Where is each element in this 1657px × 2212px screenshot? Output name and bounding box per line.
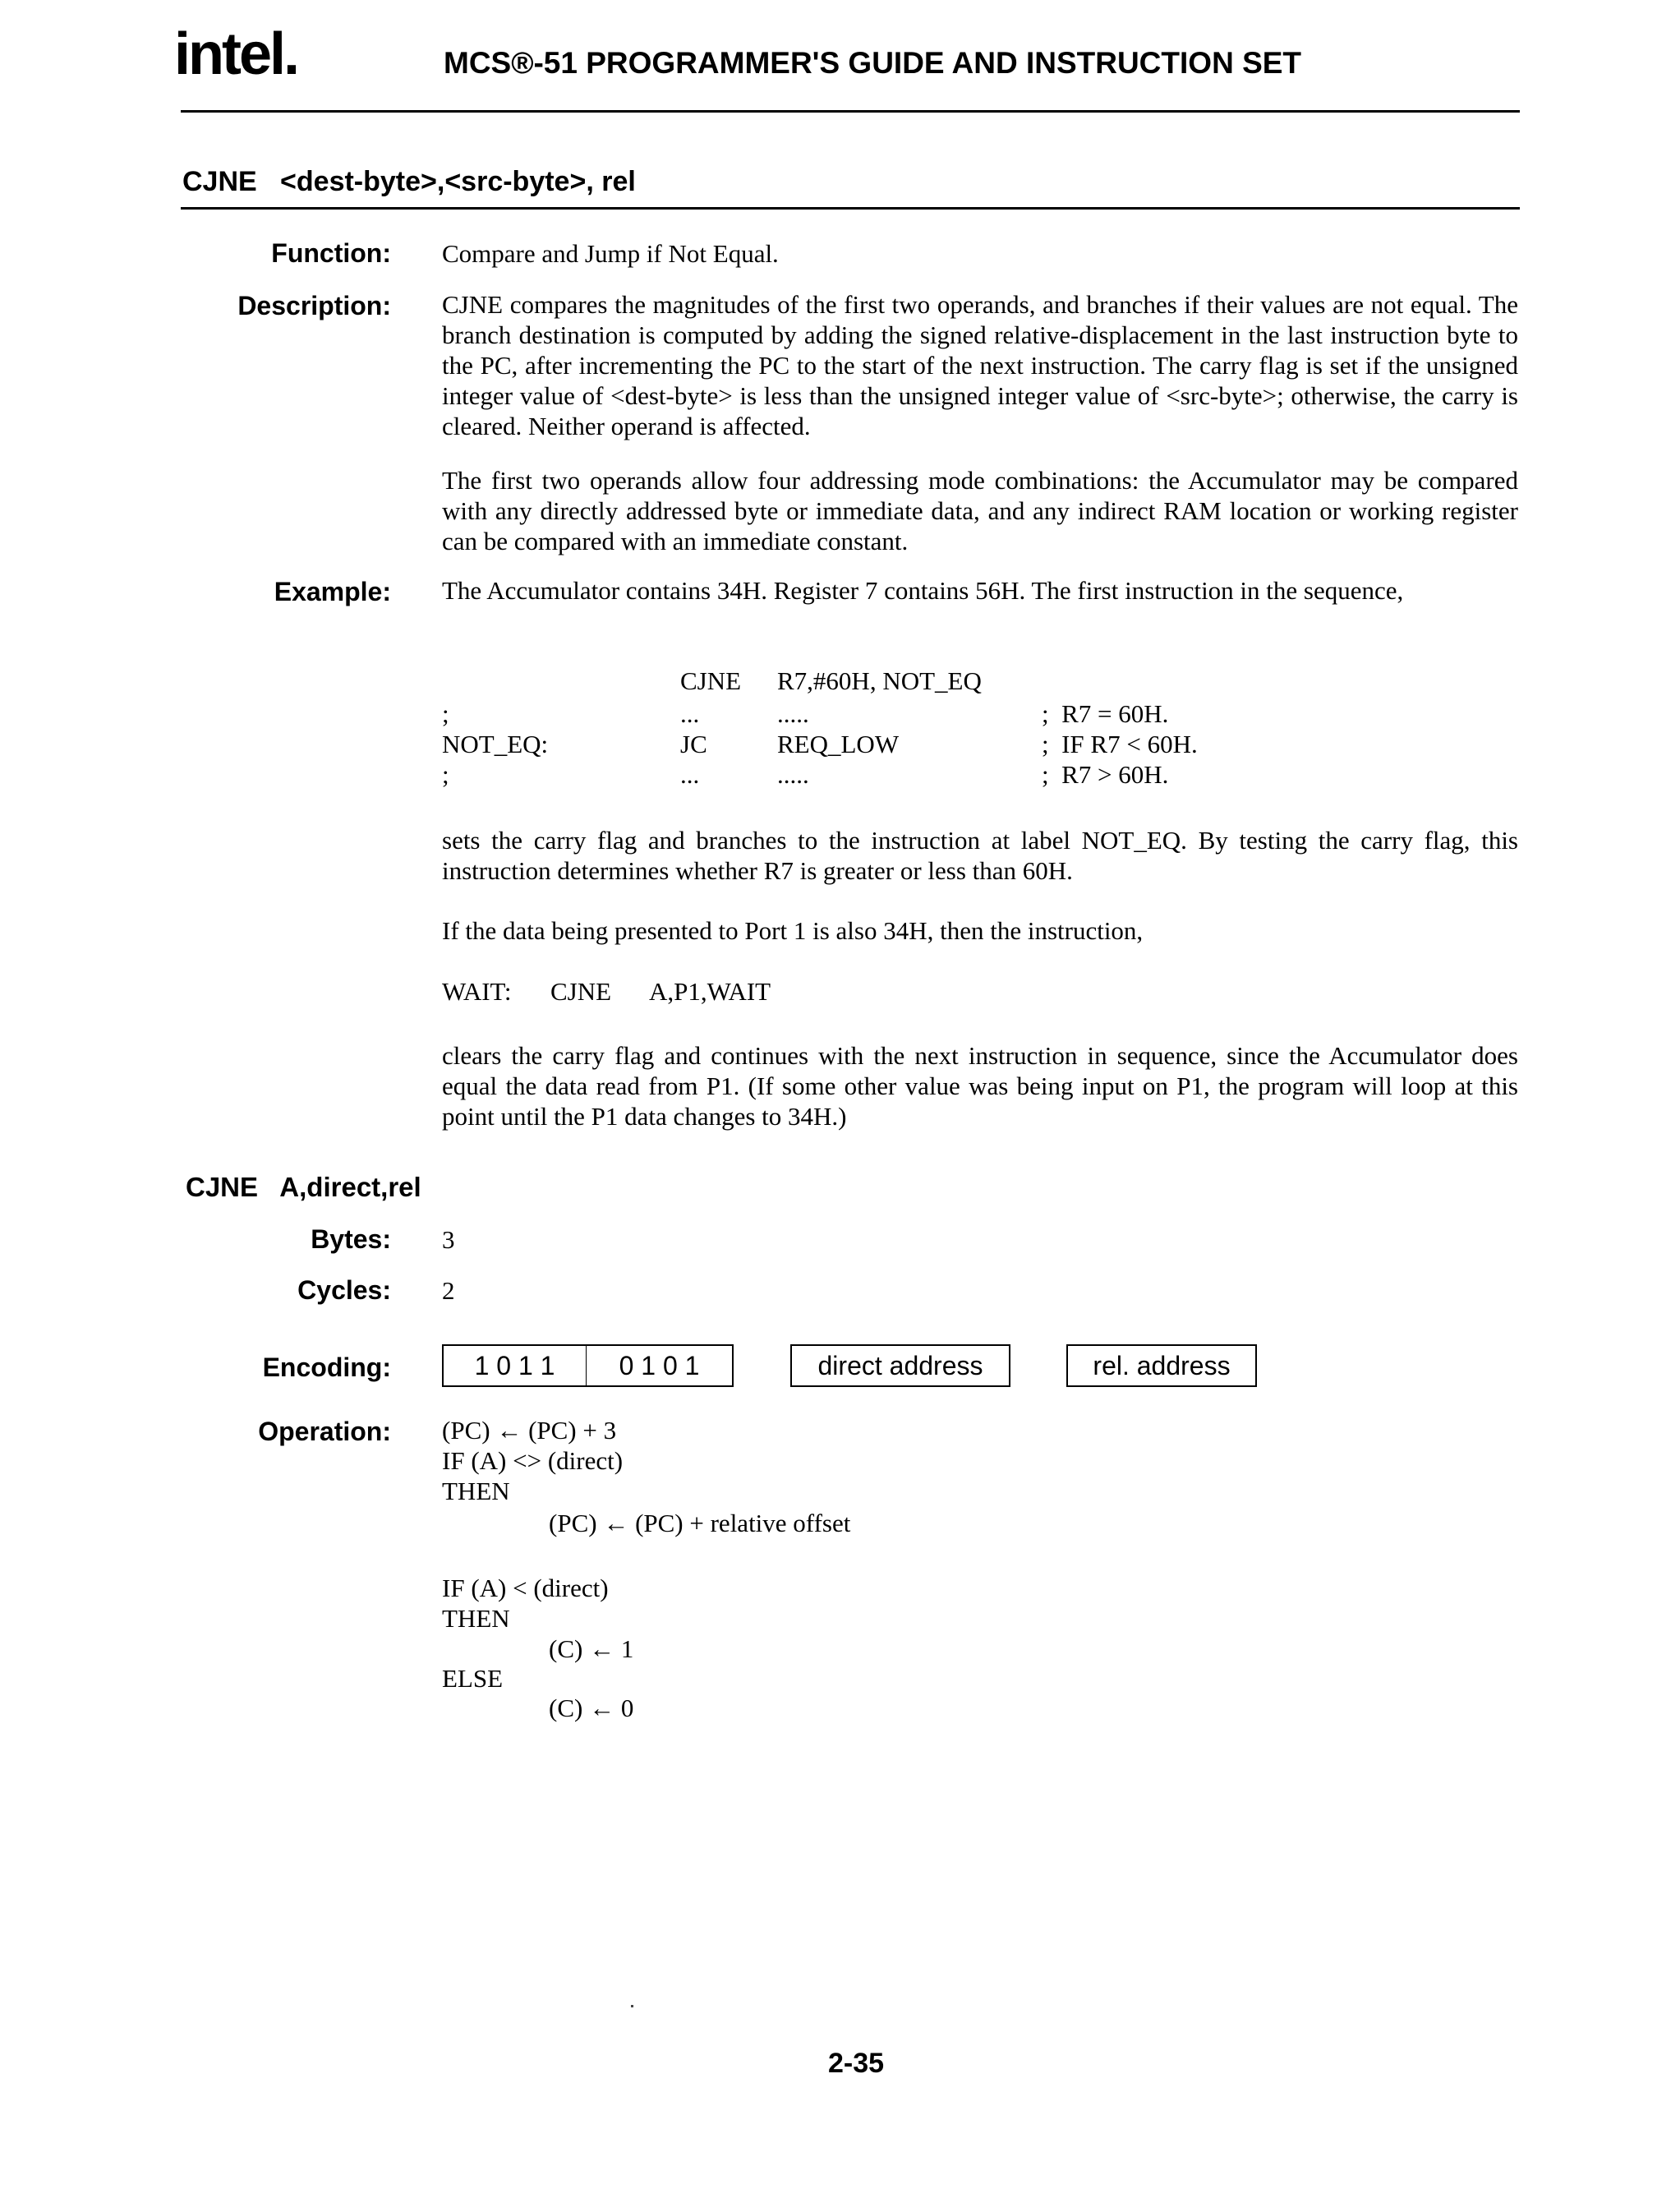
operation-line: IF (A) < (direct) <box>442 1574 609 1602</box>
wait-operand: A,P1,WAIT <box>649 977 771 1006</box>
wait-label: WAIT: <box>442 977 512 1006</box>
code-operand: ..... <box>777 760 809 789</box>
code-operand: R7,#60H, NOT_EQ <box>777 666 982 695</box>
instruction-heading: CJNE <dest-byte>,<src-byte>, rel <box>182 166 636 197</box>
code-comment: ; IF R7 < 60H. <box>1042 730 1198 758</box>
cycles-label: Cycles: <box>297 1275 391 1305</box>
description-label: Description: <box>237 291 391 320</box>
encoding-nibble-low: 0 1 0 1 <box>586 1344 734 1387</box>
operation-line: (C) ← 1 <box>549 1634 634 1663</box>
scan-speck <box>631 2005 633 2007</box>
operation-line: ELSE <box>442 1664 504 1693</box>
code-mnemonic: JC <box>680 730 707 758</box>
encoding-label: Encoding: <box>262 1353 391 1382</box>
code-label: ; <box>442 699 449 728</box>
header-title: MCS®-51 PROGRAMMER'S GUIDE AND INSTRUCTION SET <box>444 46 1302 80</box>
code-operand: ..... <box>777 699 809 728</box>
code-mnemonic: ... <box>680 760 700 789</box>
code-label: NOT_EQ: <box>442 730 549 758</box>
code-operand: REQ_LOW <box>777 730 900 758</box>
bytes-label: Bytes: <box>311 1224 391 1254</box>
wait-mnemonic: CJNE <box>550 977 612 1006</box>
operation-line: THEN <box>442 1604 510 1633</box>
operation-line: (PC) ← (PC) + relative offset <box>549 1509 851 1537</box>
code-comment: ; R7 > 60H. <box>1042 760 1169 789</box>
description-paragraph-2: The first two operands allow four addressing mode combinations: the Accumulator may be compared with any directly addressed byte or immediate data, and any indirect RAM location or working register can be compared with an immediate constant. <box>442 466 1518 555</box>
code-mnemonic: CJNE <box>680 666 742 695</box>
encoding-direct-address: direct address <box>790 1344 1010 1387</box>
cycles-value: 2 <box>442 1276 455 1305</box>
example-after-code: sets the carry flag and branches to the instruction at label NOT_EQ. By testing the carry flag, this instruction determines whether R7 is greater or less than 60H. <box>442 826 1518 885</box>
example-intro: The Accumulator contains 34H. Register 7 contains 56H. The first instruction in the sequence, <box>442 576 1404 605</box>
example-closing: clears the carry flag and continues with the next instruction in sequence, since the Accumulator does equal the data read from P1. (If some other value was being input on P1, the program will loop at this point until the P1 data changes to 34H.) <box>442 1041 1518 1131</box>
operation-line: THEN <box>442 1477 510 1505</box>
bytes-value: 3 <box>442 1225 455 1254</box>
intel-logo: intel. <box>174 21 298 87</box>
example-port-text: If the data being presented to Port 1 is also 34H, then the instruction, <box>442 916 1144 945</box>
code-label: ; <box>442 760 449 789</box>
code-comment: ; R7 = 60H. <box>1042 699 1169 728</box>
operation-line: (C) ← 0 <box>549 1694 634 1722</box>
function-text: Compare and Jump if Not Equal. <box>442 239 779 268</box>
operation-line: (PC) ← (PC) + 3 <box>442 1416 617 1445</box>
operation-line: IF (A) <> (direct) <box>442 1446 624 1475</box>
encoding-nibble-high: 1 0 1 1 <box>442 1344 587 1387</box>
example-label: Example: <box>274 577 391 606</box>
description-paragraph-1: CJNE compares the magnitudes of the first two operands, and branches if their values are not equal. The branch destination is computed by adding the signed relative-displacement in the last instruction byte to the PC, after incrementing the PC to the start of the next instruction. The carry flag is set if the unsigned integer value of <dest-byte> is less than the unsigned integer value of <src-byte>; otherwise, the carry is cleared. Neither operand is affected. <box>442 290 1518 440</box>
encoding-rel-address: rel. address <box>1066 1344 1257 1387</box>
variant-heading: CJNE A,direct,rel <box>186 1172 421 1202</box>
heading-rule <box>181 207 1520 210</box>
function-label: Function: <box>271 238 391 268</box>
code-mnemonic: ... <box>680 699 700 728</box>
operation-label: Operation: <box>258 1417 391 1446</box>
header-rule <box>181 110 1520 113</box>
page-number: 2-35 <box>828 2048 885 2079</box>
